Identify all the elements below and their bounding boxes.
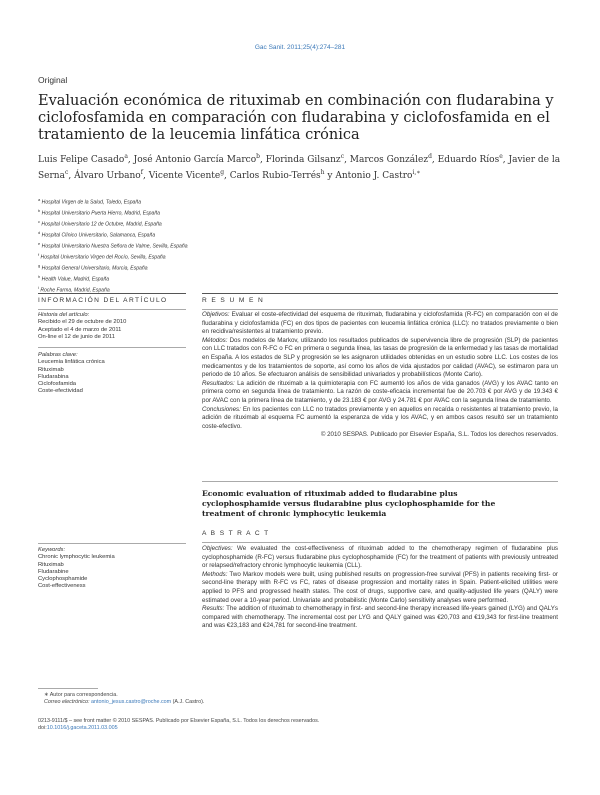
email-link[interactable]: antonio_jesus.castro@roche.com xyxy=(91,699,172,706)
keyword: Fludarabina xyxy=(38,373,69,380)
author-affiliation-mark: i,∗ xyxy=(412,168,421,176)
author-affiliation-mark: f xyxy=(140,168,143,176)
text: Two Markov models were built, using published results on progression-free survival (PFS) in patients receiving first- or second-line therapy with R-FC vs FC, rates of disease progression and mortality rates in Spain. Patient-elicited utilities were applied to PFS and progressed health states. The cost of drugs, supportive care, and quality-adjusted life years (QALY) were estimated over a 10-year period. Univariate and probabilistic (Monte Carlo) sensitivity analyses were performed. xyxy=(202,570,558,604)
author-name: Luis Felipe Casado xyxy=(38,155,125,165)
doi-label: doi: xyxy=(38,725,47,732)
resumen-heading: R E S U M E N xyxy=(202,297,265,304)
divider xyxy=(38,293,186,294)
affiliation-mark: g xyxy=(38,262,41,268)
author-name: Marcos González xyxy=(349,155,429,165)
history-received: Recibido el 29 de octubre de 2010 xyxy=(38,319,127,326)
keywords-es xyxy=(38,352,188,396)
label: Methods: xyxy=(202,570,228,578)
label: Objetivos: xyxy=(202,311,230,318)
keyword: Rituximab xyxy=(38,561,64,568)
text: The addition of rituximab to chemotherapy in first- and second-line therapy increased life-years gained (LYG) and QALYs compared with chemotherapy. The incremental cost per LYG and QALY gained was €20,703 and €19,343 for first-line treatment and was €23,183 and €24,781 for second-line treatment. xyxy=(202,605,558,630)
author-name: Javier de la Serna xyxy=(38,155,561,181)
author-name: Carlos Rubio-Terrés xyxy=(229,170,321,181)
affiliation xyxy=(38,218,438,229)
author-affiliation-mark: a xyxy=(124,153,128,160)
label: Results: xyxy=(202,605,225,613)
resumen-metodos xyxy=(202,337,558,380)
label: Resultados: xyxy=(202,379,235,387)
affiliation-mark: h xyxy=(38,273,41,279)
affiliation xyxy=(38,229,438,240)
author-name: Vicente Vicente xyxy=(148,170,221,181)
affiliation-text: Roche Farma, Madrid, España xyxy=(40,287,110,294)
affiliation-text: Health Value, Madrid, España xyxy=(41,276,110,283)
abstract-results xyxy=(202,605,558,631)
divider xyxy=(202,309,558,310)
divider xyxy=(202,542,558,543)
author-affiliation-mark: c xyxy=(340,153,345,160)
keyword: Fludarabine xyxy=(38,568,69,575)
keyword: Coste-efectividad xyxy=(38,388,83,395)
author xyxy=(74,168,143,181)
author-affiliation-mark: b xyxy=(256,153,260,160)
keyword: Cyclophosphamide xyxy=(38,576,88,583)
abstract-heading: A B S T R A C T xyxy=(202,530,270,537)
keyword: Cost-effectiveness xyxy=(38,583,86,590)
keywords-en xyxy=(38,547,188,591)
divider xyxy=(202,481,558,482)
affiliation-text: Hospital General Universitario, Murcia, España xyxy=(41,265,148,272)
divider xyxy=(38,543,186,544)
author xyxy=(335,168,421,181)
keyword: Ciclofosfamida xyxy=(38,381,77,388)
affiliation-mark: f xyxy=(38,251,40,257)
author-list: Luis Felipe Casado$^a$, José Antonio García Marco$^b$, Florinda Gilsanz$^c$, Marcos González$^d$, Eduardo Ríos$^e$, Javier de la Serna$^c$, Álvaro Urbano$^f$, Vicente Vicente$^g$, Carlos Rubio-Terrés$^h$ y Antonio J. Castro$^{i,∗}$ xyxy=(38,153,561,181)
label: Métodos: xyxy=(202,336,228,344)
divider xyxy=(38,309,186,310)
article-info-heading: INFORMACIÓN DEL ARTÍCULO xyxy=(38,297,168,304)
affiliation xyxy=(38,207,438,218)
resumen-body xyxy=(202,311,558,440)
affiliation xyxy=(38,251,438,262)
affiliation-mark: e xyxy=(38,240,41,246)
keyword: Chronic lymphocytic leukemia xyxy=(38,554,115,561)
keyword: Rituximab xyxy=(38,366,64,373)
author xyxy=(266,155,344,165)
author-name: Eduardo Ríos xyxy=(437,155,500,165)
author-name: José Antonio García Marco xyxy=(133,155,257,165)
history-online: On-line el 12 de junio de 2011 xyxy=(38,333,115,340)
resumen-conclusiones xyxy=(202,406,558,432)
section-label: Original xyxy=(38,75,68,85)
text: Dos modelos de Markov, utilizando los resultados publicados de supervivencia libre de progresión (SLP) de pacientes con LLC tratados con R-FC o FC en primera o segunda línea, las tasas de progresión de la enfermedad y las tasas de mortalidad en España. A los estados de SLP y progresión se les asignaron utilidades obtenidas en un estudio sobre LLC. Los costes de los medicamentos y de los tratamientos de soporte, así como los años de vida ajustados por calidad (AVAC), se estimaron para un periodo de 10 años. Se efectuaron análisis de sensibilidad univariados y probabilísticos (Monte Carlo). xyxy=(202,336,558,379)
email-line xyxy=(44,699,444,706)
affiliation-mark: b xyxy=(38,207,41,213)
english-title: Economic evaluation of rituximab added to fludarabine plus cyclophosphamide versus fludarabine plus cyclophosphamide for the treatment of chronic lymphocytic leukemia xyxy=(202,489,496,518)
article-title: Evaluación económica de rituximab en combinación con fludarabina y ciclofosfamida en comparación con fludarabina y ciclofosfamida en el tratamiento de la leucemia linfática crónica xyxy=(38,93,554,143)
text: We evaluated the cost-effectiveness of rituximab added to the chemotherapy regimen of fludarabine plus cyclophosphamide (R-FC) versus fludarabine plus cyclophosphamide (FC) for the treatment of patients with previously untreated or relapsed/refractory chronic lymphocytic leukemia (CLL). xyxy=(202,545,558,570)
author xyxy=(229,168,325,181)
keywords-es-label: Palabras clave: xyxy=(38,352,78,358)
issn-line: 0213-9111/$ – see front matter © 2010 SESPAS. Publicado por Elsevier España, S.L. Todos los derechos reservados. xyxy=(38,718,320,724)
corresponding-note: ∗ Autor para correspondencia. xyxy=(44,692,118,698)
affiliation-mark: i xyxy=(38,284,39,290)
author-affiliation-mark: d xyxy=(428,153,432,160)
affiliation-mark: c xyxy=(38,218,40,224)
history-accepted: Aceptado el 4 de marzo de 2011 xyxy=(38,326,122,333)
doi-link[interactable]: 10.1016/j.gaceta.2011.03.005 xyxy=(46,725,118,732)
abstract-methods xyxy=(202,571,558,605)
affiliation-text: Hospital Universitario Nuestra Señora de Valme, Sevilla, España xyxy=(41,243,188,250)
resumen-copyright: © 2010 SESPAS. Publicado por Elsevier España, S.L. Todos los derechos reservados. xyxy=(320,431,558,439)
author xyxy=(134,155,260,165)
divider xyxy=(202,293,558,294)
affiliation-text: Hospital Clínico Universitario, Salamanca, España xyxy=(41,232,156,239)
text: Evaluar el coste-efectividad del esquema de rituximab, fludarabina y ciclofosfamida (R-FC) en comparación con el de fludarabina y ciclofosfamida (FC) en dos tipos de pacientes con leucemia linfática crónica (LLC): no tratados previamente o bien en recidiva/resistentes al tratamiento previo. xyxy=(202,311,558,336)
author xyxy=(438,155,503,165)
abstract-objectives xyxy=(202,545,558,571)
affiliation-text: Hospital Universitario Puerta Hierro, Madrid, España xyxy=(41,210,160,217)
abstract-body xyxy=(202,545,558,631)
affiliation xyxy=(38,273,438,284)
article-history xyxy=(38,312,188,341)
author-affiliation-mark: g xyxy=(220,168,225,176)
text: En los pacientes con LLC no tratados previamente y en aquellos en recaída o resistentes al tratamiento previo, la adición de rituximab al esquema FC aumentó la esperanza de vida y los AVAC, y en ambos casos resultó ser un tratamiento coste-efectivo. xyxy=(202,405,558,430)
author-name: Álvaro Urbano xyxy=(74,170,141,181)
keyword: Leucemia linfática crónica xyxy=(38,359,105,366)
author xyxy=(148,168,225,181)
affiliation xyxy=(38,196,438,207)
label: Objectives: xyxy=(202,545,233,552)
divider xyxy=(38,347,186,348)
keywords-en-label: Keywords: xyxy=(38,547,66,553)
history-label: Historia del artículo: xyxy=(38,312,90,318)
text: La adición de rituximab a la quimioterapia con FC aumentó los años de vida ganados (AVG) y los AVAC tanto en primera como en segunda línea de tratamiento. La razón de coste-eficacia incremental fue de 20.703 € por AVG y de 19.343 € por AVAC con la primera línea de tratamiento, y de 23.183 € por AVG y 24.781 € por AVAC con la segunda línea de tratamiento. xyxy=(202,379,558,404)
author-name: Florinda Gilsanz xyxy=(265,155,341,165)
label: Conclusiones: xyxy=(202,405,241,413)
affiliation-text: Hospital Universitario 12 de Octubre, Madrid, España xyxy=(41,221,162,228)
resumen-resultados xyxy=(202,380,558,406)
affiliation-list xyxy=(38,196,438,295)
affiliation xyxy=(38,262,438,273)
author xyxy=(38,155,128,165)
affiliation-mark: a xyxy=(38,197,41,202)
affiliation-mark: d xyxy=(38,229,41,235)
author-name: Antonio J. Castro xyxy=(335,170,413,181)
footnote-corresponding xyxy=(44,692,444,706)
email-label: Correo electrónico: xyxy=(44,699,90,706)
resumen-objetivos xyxy=(202,311,558,337)
footnote-divider xyxy=(38,688,98,689)
doi-line xyxy=(38,725,558,732)
footnote-publication xyxy=(38,718,558,732)
email-suffix: (A.J. Castro). xyxy=(172,699,205,706)
affiliation xyxy=(38,240,438,251)
author-affiliation-mark: e xyxy=(499,153,503,160)
journal-reference[interactable]: Gac Sanit. 2011;25(4):274–281 xyxy=(254,44,346,51)
author xyxy=(350,155,432,165)
author-affiliation-mark: c xyxy=(64,168,69,176)
affiliation-text: Hospital Universitario Virgen del Rocío, Sevilla, España xyxy=(40,254,166,261)
affiliation-text: Hospital Virgen de la Salud, Toledo, España xyxy=(41,199,142,206)
author-affiliation-mark: h xyxy=(320,168,325,176)
